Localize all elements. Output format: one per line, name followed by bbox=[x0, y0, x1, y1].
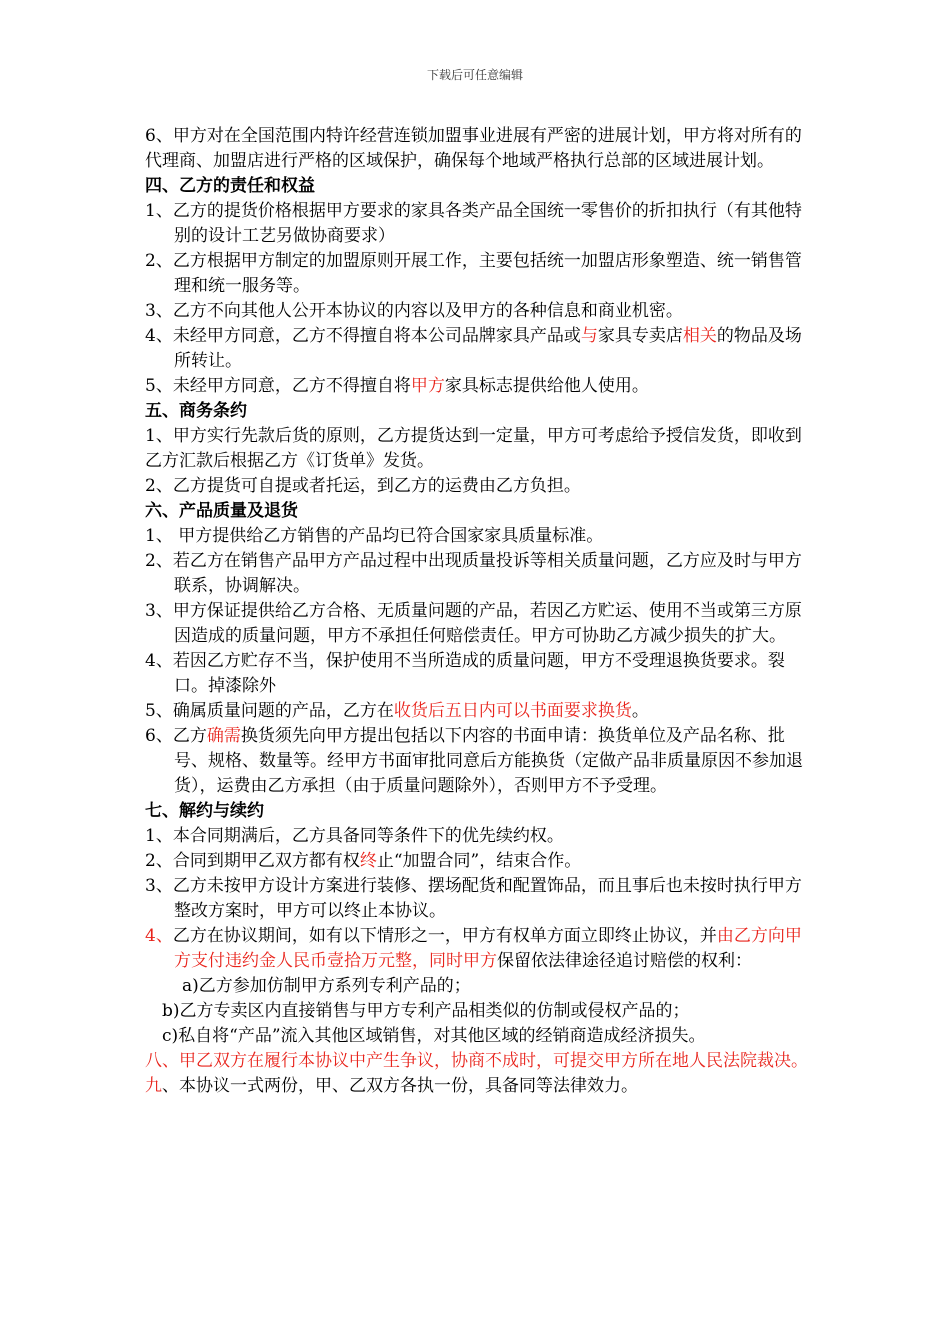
clause-3-6: 6、甲方对在全国范围内特许经营连锁加盟事业进展有严密的进展计划，甲方将对所有的代理商、加盟店进行严格的区域保护，确保每个地域严格执行总部的区域进展计划。 bbox=[145, 126, 802, 171]
clause-4-3: 3、乙方不向其他人公开本协议的内容以及甲方的各种信息和商业机密。 bbox=[145, 301, 683, 321]
clause-text: 。 bbox=[631, 701, 649, 721]
clause-4-5 bbox=[145, 374, 815, 399]
section-5-heading: 五、商务条约 bbox=[145, 401, 247, 421]
clause-7-4-a: a)乙方参加仿制甲方系列专利产品的； bbox=[182, 976, 471, 996]
highlighted-text: 4、 bbox=[145, 926, 173, 946]
clause-6-6 bbox=[145, 724, 815, 799]
clause-6-4: 4、若因乙方贮存不当，保护使用不当所造成的质量问题，甲方不受理退换货要求。裂口。掉漆除外 bbox=[145, 651, 785, 696]
clause-5-1: 1、甲方实行先款后货的原则，乙方提货达到一定量，甲方可考虑给予授信发货，即收到乙方汇款后根据乙方《订货单》发货。 bbox=[145, 426, 802, 471]
section-8: 八、甲乙双方在履行本协议中产生争议，协商不成时，可提交甲方所在地人民法院裁决。 bbox=[145, 1051, 808, 1071]
clause-text: 止“加盟合同”，结束合作。 bbox=[376, 851, 582, 871]
clause-text: 4、未经甲方同意，乙方不得擅自将本公司品牌家具产品或 bbox=[145, 326, 581, 346]
clause-7-3: 3、乙方未按甲方设计方案进行装修、摆场配货和配置饰品，而且事后也未按时执行甲方整改方案时，甲方可以终止本协议。 bbox=[145, 876, 802, 921]
clause-5-2: 2、乙方提货可自提或者托运，到乙方的运费由乙方负担。 bbox=[145, 476, 581, 496]
clause-7-4-c: c)私自将“产品”流入其他区域销售，对其他区域的经销商造成经济损失。 bbox=[162, 1026, 706, 1046]
clause-6-5 bbox=[145, 699, 815, 724]
highlighted-text: 与 bbox=[580, 326, 598, 346]
clause-text: 家具标志提供给他人使用。 bbox=[444, 376, 649, 396]
highlighted-text: 终 bbox=[359, 851, 377, 871]
clause-text: 、本协议一式两份，甲、乙双方各执一份，具备同等法律效力。 bbox=[162, 1076, 638, 1096]
highlighted-text: 甲方 bbox=[410, 376, 445, 396]
highlighted-text: 收货后五日内可以书面要求换货 bbox=[393, 701, 632, 721]
highlighted-text: 由乙方向甲方支付违约金人民币壹拾万元整，同时甲方 bbox=[174, 926, 802, 971]
highlighted-text: 相关 bbox=[682, 326, 717, 346]
clause-4-4 bbox=[145, 324, 815, 374]
section-7-heading: 七、解约与续约 bbox=[145, 801, 264, 821]
section-6-heading: 六、产品质量及退货 bbox=[145, 501, 298, 521]
clause-text: 换货须先向甲方提出包括以下内容的书面申请：换货单位及产品名称、批号、规格、数量等。经甲方书面审批同意后方能换货（定做产品非质量原因不参加退货），运费由乙方承担（由于质量问题除外），否则甲方不予受理。 bbox=[174, 726, 803, 796]
clause-text: 5、确属质量问题的产品，乙方在 bbox=[145, 701, 394, 721]
clause-6-2: 2、若乙方在销售产品甲方产品过程中出现质量投诉等相关质量问题，乙方应及时与甲方联系，协调解决。 bbox=[145, 551, 802, 596]
clause-4-2: 2、乙方根据甲方制定的加盟原则开展工作，主要包括统一加盟店形象塑造、统一销售管理和统一服务等。 bbox=[145, 251, 802, 296]
section-9 bbox=[145, 1074, 815, 1099]
highlighted-text: 九 bbox=[145, 1076, 162, 1096]
clause-text: 的物品及场所转让。 bbox=[174, 326, 802, 371]
clause-text: 6、乙方 bbox=[145, 726, 207, 746]
clause-text: 2、合同到期甲乙双方都有权 bbox=[145, 851, 360, 871]
clause-7-4 bbox=[145, 924, 815, 974]
clause-7-2 bbox=[145, 849, 815, 874]
clause-text: 保留依法律途径追讨赔偿的权利： bbox=[497, 951, 752, 971]
highlighted-text: 确需 bbox=[206, 726, 241, 746]
clause-6-1: 1、 甲方提供给乙方销售的产品均已符合国家家具质量标准。 bbox=[145, 526, 604, 546]
clause-4-1: 1、乙方的提货价格根据甲方要求的家具各类产品全国统一零售价的折扣执行（有其他特别的设计工艺另做协商要求） bbox=[145, 201, 802, 246]
clause-text: 乙方在协议期间，如有以下情形之一，甲方有权单方面立即终止协议，并 bbox=[172, 926, 717, 946]
clause-6-3: 3、甲方保证提供给乙方合格、无质量问题的产品，若因乙方贮运、使用不当或第三方原因造成的质量问题，甲方不承担任何赔偿责任。甲方可协助乙方减少损失的扩大。 bbox=[145, 601, 802, 646]
clause-text: 家具专卖店 bbox=[597, 326, 683, 346]
page-header: 下载后可任意编辑 bbox=[426, 68, 523, 82]
clause-text: 5、未经甲方同意，乙方不得擅自将 bbox=[145, 376, 411, 396]
section-4-heading: 四、乙方的责任和权益 bbox=[145, 176, 315, 196]
clause-7-4-b: b)乙方专卖区内直接销售与甲方专利产品相类似的仿制或侵权产品的； bbox=[162, 1001, 690, 1021]
contract-body bbox=[145, 124, 815, 1099]
clause-7-1: 1、本合同期满后，乙方具备同等条件下的优先续约权。 bbox=[145, 826, 564, 846]
